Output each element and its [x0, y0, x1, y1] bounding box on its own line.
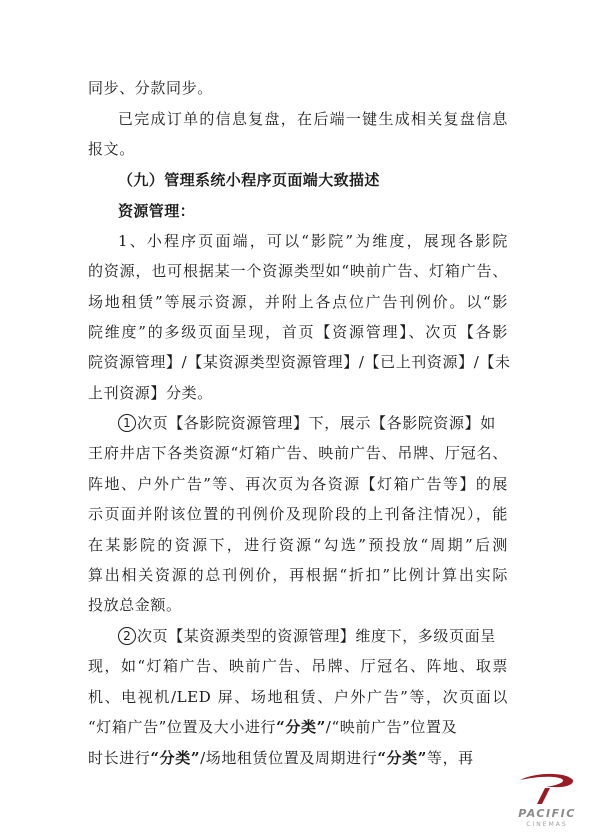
- text-span: “灯箱广告”位置及大小进行: [88, 718, 277, 736]
- text-span: 次页【某资源类型的资源管理】维度下，多级页面呈: [137, 627, 496, 645]
- text-line: [118, 413, 508, 433]
- text-line: 在某影院的资源下，进行资源“勾选”预投放“周期”后测: [88, 536, 508, 554]
- text-line: 投放总金额。: [88, 596, 182, 614]
- text-line: 的资源，也可根据某一个资源类型如“映前广告、灯箱广告、: [88, 262, 508, 280]
- text-span: /“映前广告”位置及: [325, 718, 458, 736]
- text-line: 同步、分款同步。: [88, 79, 213, 97]
- text-line: 上刊资源】分类。: [88, 384, 213, 402]
- text-span: 次页【各影院资源管理】下，展示【各影院资源】如: [137, 414, 496, 432]
- text-line: 算出相关资源的总刊例价，再根据“折扣”比例计算出实际: [88, 566, 508, 584]
- pacific-cinemas-logo: [506, 770, 588, 832]
- bold-term: “分类”: [377, 749, 427, 767]
- section-heading: （九）管理系统小程序页面端大致描述: [118, 171, 380, 189]
- text-line: 王府井店下各类资源“灯箱广告、映前广告、吊牌、厅冠名、: [88, 444, 508, 462]
- text-span: /场地租赁位置及周期进行: [200, 749, 378, 767]
- text-line: 1、小程序页面端，可以“影院”为维度，展现各影院: [118, 232, 508, 250]
- bold-term: “分类”: [150, 749, 201, 767]
- text-line: 院维度”的多级页面呈现，首页【资源管理】、次页【各影: [88, 323, 508, 341]
- text-span: 时长进行: [88, 749, 151, 767]
- text-line: 报文。: [88, 140, 135, 158]
- subheading: 资源管理：: [118, 202, 196, 220]
- text-line: [118, 626, 508, 646]
- text-span: 等，再: [426, 749, 474, 767]
- text-line: 已完成订单的信息复盘，在后端一键生成相关复盘信息: [118, 110, 508, 128]
- logo-name: PACIFIC: [518, 807, 576, 820]
- text-line: 现，如“灯箱广告、映前广告、吊牌、厅冠名、阵地、取票: [88, 657, 508, 675]
- text-line: 场地租赁”等展示资源，并附上各点位广告刊例价。以“影: [88, 293, 508, 311]
- circled-number-marker: 1: [118, 414, 136, 432]
- text-line: [88, 717, 508, 737]
- logo-subtitle: CINEMAS: [526, 821, 568, 828]
- text-line: 示页面并附该位置的刊例价及现阶段的上刊备注情况），能: [88, 505, 508, 523]
- text-line: [88, 748, 508, 768]
- text-line: 阵地、户外广告”等、再次页为各资源【灯箱广告等】的展: [88, 475, 508, 493]
- text-line: 院资源管理】/【某资源类型资源管理】/【已上刊资源】/【未: [88, 353, 511, 371]
- text-line: 机、电视机/LED 屏、场地租赁、户外广告”等，次页面以: [88, 688, 508, 706]
- circled-number-marker: 2: [118, 627, 136, 645]
- bold-term: “分类”: [276, 718, 326, 736]
- logo-swoosh-icon: [506, 770, 588, 808]
